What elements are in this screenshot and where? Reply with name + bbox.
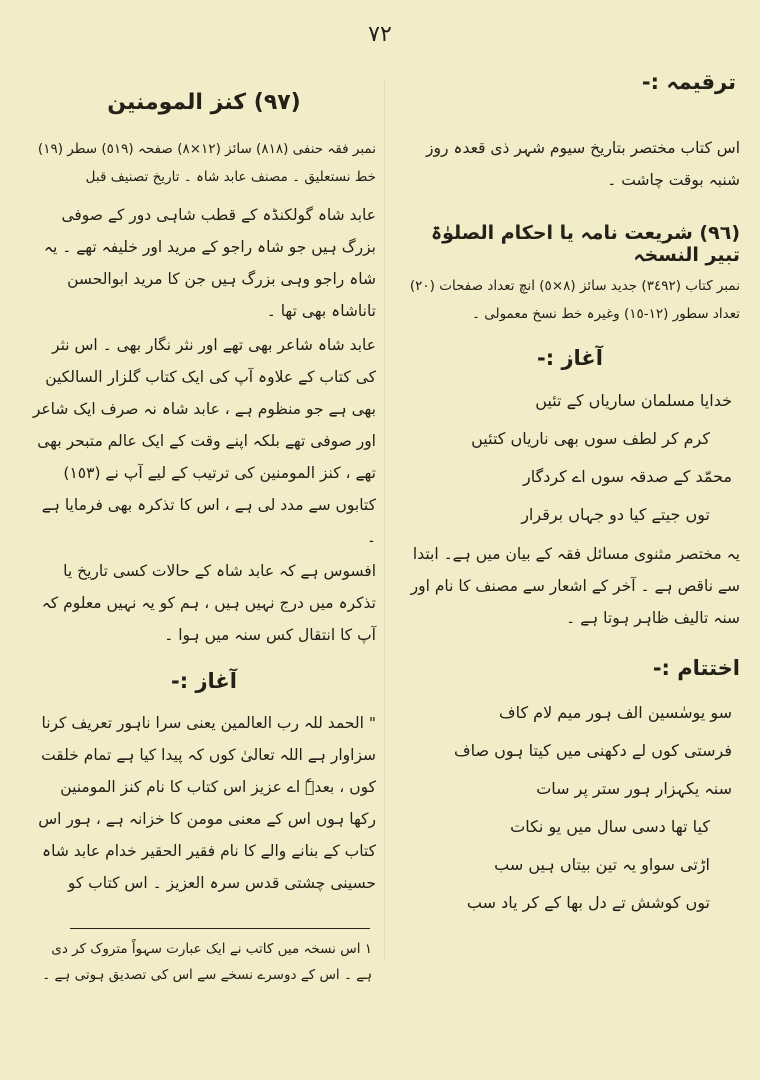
opening-heading-right: آغاز :- xyxy=(537,346,603,370)
footnote: ١ اس نسخہ میں کاتب نے ایک عبارت سہواً متروک کر دی ہے ۔ اس کے دوسرے نسخے سے اس کی تصدیق ہوتی ہے ۔ xyxy=(42,941,372,983)
ending-heading: اختتام :- xyxy=(652,656,740,680)
verse-line: توں کوشش تے دل بھا کے کر یاد سب xyxy=(466,893,710,912)
entry-97-meta-2: خط نستعلیق ۔ مصنف عابد شاہ ۔ تاریخ تصنیف قبل xyxy=(85,169,376,185)
verse-line: فرستی کوں لے دکھنی میں کیتا ہوں صاف xyxy=(454,741,732,760)
verse-line: محمّد کے صدقہ سوں اے کردگار xyxy=(522,467,732,486)
left-column xyxy=(32,70,376,899)
footnote-divider xyxy=(70,928,370,929)
entry-97-title: (٩٧) کنز المومنین xyxy=(107,90,301,115)
entry-96-title: (٩٦) شریعت نامہ یا احکام الصلوٰۃ تبیر النسخہ xyxy=(430,222,740,266)
right-column xyxy=(400,70,740,922)
translation-text: اس کتاب مختصر بتاریخ سیوم شہر ذی قعدہ روز شنبہ بوقت چاشت ۔ xyxy=(426,139,740,189)
verse-line: اڑتی سواو یہ تین بیتاں ہیں سب xyxy=(494,855,710,874)
entry-97-paragraph-2: عابد شاہ شاعر بھی تھے اور نثر نگار بھی ۔ اس نثر کی کتاب کے علاوہ آپ کی ایک کتاب گلزار السالکین بھی ہے جو منظوم ہے ، عابد شاہ نہ صرف ایک شاعر اور صوفی تھے بلکہ اپنے وقت کے ایک عالم متبحر بھی تھے ، کنز المومنین کی ترتیب کے لیے آپ نے (١٥٣) کتابوں سے مدد لی ہے ، اس کا تذکرہ بھی فرمایا ہے ۔ xyxy=(32,336,376,546)
entry-96-meta-2: تعداد سطور (١٢-١٥) وغیرہ خط نسخ معمولی ۔ xyxy=(472,306,740,322)
translation-heading: ترقیمہ :- xyxy=(641,70,736,94)
entry-96-description: یہ مختصر مثنوی مسائل فقہ کے بیان میں ہے۔ ابتدا سے ناقص ہے ۔ آخر کے اشعار سے مصنف کا نام اور سنہ تالیف ظاہر ہوتا ہے ۔ xyxy=(410,545,740,627)
entry-97-paragraph-1: عابد شاہ گولکنڈہ کے قطب شاہی دور کے صوفی بزرگ ہیں جو شاہ راجو کے مرید اور خلیفہ تھے ۔ یہ شاہ راجو وہی بزرگ ہیں جن کا مرید ابوالحسن تاناشاہ بھی تھا ۔ xyxy=(43,206,376,320)
opening-heading-left: آغاز :- xyxy=(171,669,237,693)
verse-line: سنہ یکہزار ہور ستر پر سات xyxy=(536,779,732,798)
entry-97-paragraph-3: افسوس ہے کہ عابد شاہ کے حالات کسی تاریخ یا تذکرہ میں درج نہیں ہیں ، ہم کو یہ نہیں معلوم کہ آپ کا انتقال کس سنہ میں ہوا ۔ xyxy=(41,562,376,644)
opening-verses xyxy=(400,382,740,534)
verse-line: توں جیتے کیا دو جہاں برقرار xyxy=(521,505,710,524)
verse-line: سو یوسٰسین الف ہور میم لام کاف xyxy=(499,703,732,722)
verse-line: خدایا مسلمان ساریاں کے تئیں xyxy=(535,391,732,410)
verse-line: کرم کر لطف سوں بھی ناریاں کتئیں xyxy=(471,429,710,448)
ending-verses xyxy=(400,694,740,922)
column-gap xyxy=(384,80,385,960)
verse-line: کیا تھا دسی سال میں یو نکات xyxy=(510,817,710,836)
page-number: ٧٢ xyxy=(368,22,392,47)
entry-97-opening-text: " الحمد للہ رب العالمین یعنی سرا ناہور تعریف کرنا سزاوار ہے اللہ تعالیٰ کوں کہ پیدا کیا ہے تمام خلقت کوں ، بعدہٗ اے عزیز اس کتاب کا نام کنز المومنین رکھا ہوں اس کے معنی مومن کا خزانہ ہے ، ہور اس کتاب کے بنانے والے کا نام فقیر الحقیر خدام عابد شاہ حسینی چشتی قدس سرہ العزیز ۔ اس کتاب کو xyxy=(38,714,376,892)
entry-96-meta-1: نمبر کتاب (٣٤٩٢) جدید سائز (٨×٥) انچ تعداد صفحات (٢٠) xyxy=(409,278,740,294)
entry-97-meta-1: نمبر فقہ حنفی (٨١٨) سائز (١٢×٨) صفحہ (٥١٩) سطر (١٩) xyxy=(37,141,376,157)
